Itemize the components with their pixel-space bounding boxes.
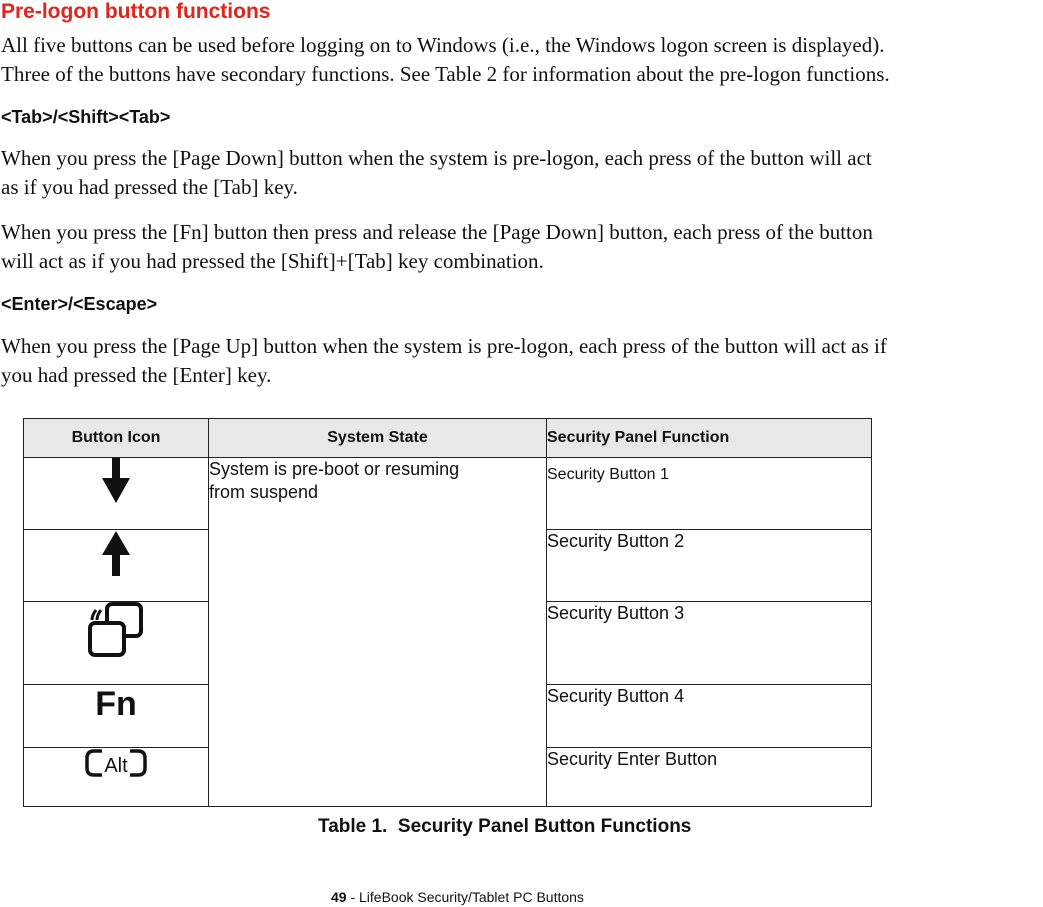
table-header-row: [24, 419, 872, 458]
page-number: 49: [331, 889, 347, 905]
tab-p2-line-1: When you press the [Fn] button then press and release the [Page Down] button, each press of the button: [1, 220, 873, 244]
security-panel-table: [23, 418, 872, 807]
icon-cell: [24, 602, 209, 685]
function-cell: Security Button 4: [547, 685, 872, 748]
tab-p2-line-2: will act as if you had pressed the [Shift]+[Tab] key combination.: [1, 249, 544, 273]
enter-section-heading: <Enter>/<Escape>: [1, 294, 158, 314]
function-cell: Security Enter Button: [547, 748, 872, 807]
intro-line-2: Three of the buttons have secondary functions. See Table 2 for information about the pre-logon functions.: [1, 62, 890, 86]
fn-key-icon: [88, 685, 144, 719]
tab-p1-line-1: When you press the [Page Down] button when the system is pre-logon, each press of the button will act: [1, 146, 872, 170]
tab-paragraph-2: [1, 218, 1043, 276]
table-caption: Table 1. Security Panel Button Functions: [318, 816, 692, 837]
header-button-icon: Button Icon: [24, 419, 209, 458]
header-security-function: Security Panel Function: [547, 419, 872, 458]
system-state-line-2: from suspend: [209, 482, 319, 502]
icon-cell: [24, 748, 209, 807]
tab-section-heading: <Tab>/<Shift><Tab>: [1, 107, 171, 127]
function-cell: Security Button 3: [547, 602, 872, 685]
intro-line-1: All five buttons can be used before logging on to Windows (i.e., the Windows logon screen is displayed).: [1, 33, 885, 57]
page-footer: [331, 888, 584, 906]
tab-paragraph-1: [1, 144, 1043, 202]
function-cell: Security Button 2: [547, 530, 872, 602]
down-arrow-icon: [101, 458, 131, 504]
alt-key-icon: [84, 748, 148, 778]
icon-cell: [24, 685, 209, 748]
system-state-line-1: System is pre-boot or resuming: [209, 459, 460, 479]
icon-cell: [24, 530, 209, 602]
system-state-cell: [209, 458, 547, 807]
window-switch-icon: [87, 602, 145, 658]
function-cell: Security Button 1: [547, 458, 872, 530]
fn-key-glyph: Fn: [95, 685, 137, 719]
enter-p1-line-1: When you press the [Page Up] button when the system is pre-logon, each press of the button will act as if: [1, 334, 887, 358]
tab-p1-line-2: as if you had pressed the [Tab] key.: [1, 175, 298, 199]
intro-paragraph: [1, 31, 1043, 89]
enter-paragraph-1: [1, 332, 1043, 390]
header-system-state: System State: [209, 419, 547, 458]
alt-key-glyph: Alt: [104, 755, 128, 777]
up-arrow-icon: [101, 530, 131, 576]
footer-text: - LifeBook Security/Tablet PC Buttons: [346, 889, 584, 905]
table-row: [24, 458, 872, 530]
section-title: Pre-logon button functions: [1, 0, 271, 23]
enter-p1-line-2: you had pressed the [Enter] key.: [1, 363, 272, 387]
icon-cell: [24, 458, 209, 530]
